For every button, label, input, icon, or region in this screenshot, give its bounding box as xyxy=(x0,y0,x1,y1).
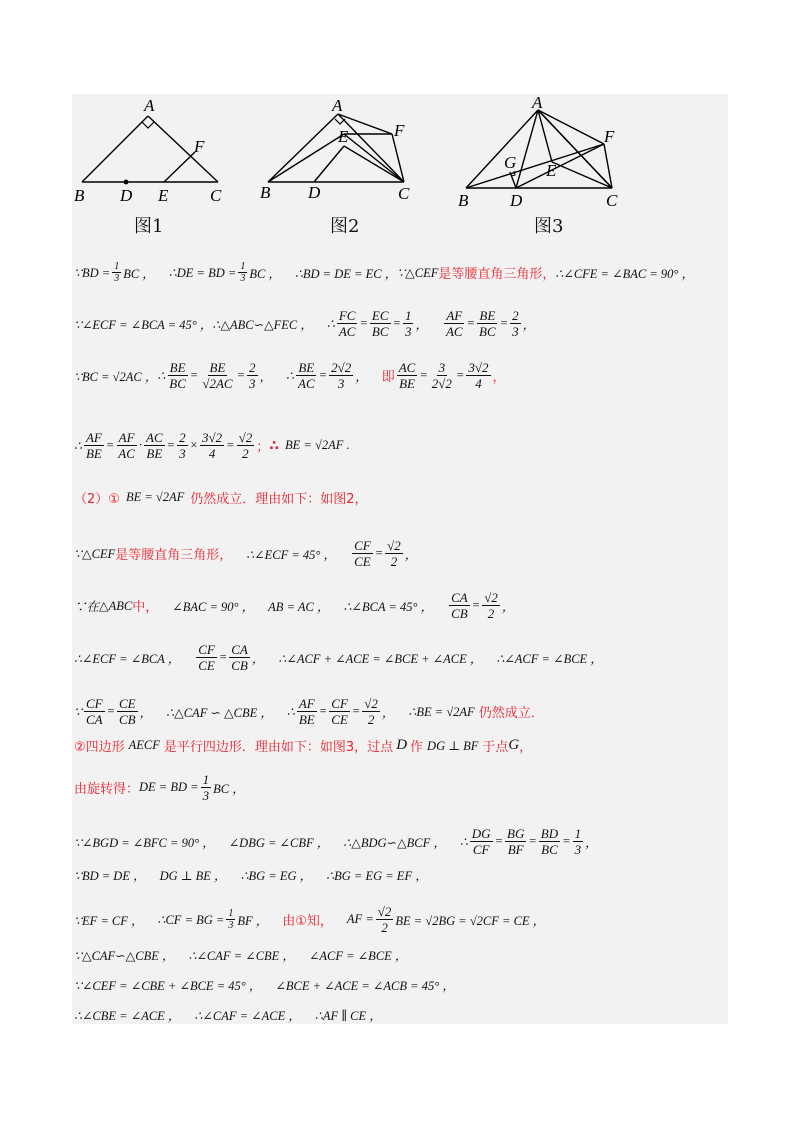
solution-line-16 xyxy=(74,976,455,994)
figure-1 xyxy=(74,94,234,211)
fraction: $\frac{CE}{CB}$ xyxy=(119,696,136,727)
red-text: 于点 xyxy=(482,740,509,755)
text: ∠DBG = ∠CBF ， xyxy=(228,835,330,850)
text: ∵△CAF∽△CBE ， xyxy=(74,949,175,963)
text: ∵EF = CF ， xyxy=(74,913,144,928)
text: ， xyxy=(381,705,395,720)
fraction: $\frac{√2}{2}$ xyxy=(238,430,253,461)
text: ∴ xyxy=(74,438,82,453)
fraction: $\frac{3√2}{4}$ xyxy=(202,430,223,461)
solution-line-15 xyxy=(74,946,407,964)
solution-line-12 xyxy=(74,826,598,857)
red-text: ； xyxy=(256,440,270,455)
fraction: $\frac{√2}{2}$ xyxy=(364,696,378,727)
text: ∵BC = √2AC ， xyxy=(74,369,158,384)
text: = xyxy=(499,316,509,330)
text: · xyxy=(138,438,143,452)
text: ， xyxy=(259,369,273,384)
fraction: $\frac{1}{3}$ xyxy=(228,908,234,931)
fraction: $\frac{√2}{2}$ xyxy=(377,904,392,935)
fig3-label-F: F xyxy=(604,127,615,146)
text: = xyxy=(318,368,328,382)
fig2-label-A: A xyxy=(332,96,343,115)
text: BC ， xyxy=(123,266,155,281)
text: ∵在 xyxy=(74,599,100,614)
text: ∵△CEF xyxy=(397,265,439,280)
text: ∴△ABC∽△FEC ， xyxy=(212,317,313,332)
text: BE = √2AF xyxy=(125,490,185,504)
fraction: $\frac{CF}{CA}$ xyxy=(85,696,103,727)
solution-line-8: ∴∠ECF = ∠BCA ， $\frac{CF}{CE}$ = $\frac{CA}{CB}$ ， ∴∠ACF + ∠ACE = ∠BCE + ∠ACE ， ∴∠ACF = ∠BCE ， xyxy=(74,642,603,673)
text: ， xyxy=(585,835,598,850)
fraction: $\frac{CA}{CB}$ xyxy=(231,642,248,673)
text: ， xyxy=(501,599,515,614)
fraction: $\frac{FC}{AC}$ xyxy=(338,308,356,339)
text: ∴DE = BD = xyxy=(168,265,237,280)
red-text: 仍然成立． xyxy=(478,706,544,721)
fig2-label-E: E xyxy=(338,127,349,146)
text: ∵△CEF xyxy=(74,546,116,561)
figure-2-caption: 图2 xyxy=(330,216,360,237)
text: AF = xyxy=(346,912,374,926)
text: = xyxy=(105,438,115,452)
text: ∴ xyxy=(286,368,294,383)
text: ∴ xyxy=(286,704,295,719)
text: ∵∠ECF = ∠BCA = 45° ， xyxy=(74,317,213,332)
solution-line-6: ∵△CEF 是等腰直角三角形， ∴∠ECF = 45° ， $\frac{CF}{CE}$ = $\frac{√2}{2}$ ， xyxy=(74,538,418,569)
fraction: $\frac{AF}{AC}$ xyxy=(118,430,135,461)
text: ， xyxy=(522,317,536,332)
text: = xyxy=(106,704,116,718)
text: ∴∠CAF = ∠ACE ， xyxy=(194,1009,301,1023)
fig1-label-C: C xyxy=(210,186,222,205)
red-text: （2）① xyxy=(74,492,120,507)
fraction: $\frac{BE}{BC}$ xyxy=(479,308,496,339)
fraction: $\frac{1}{3}$ xyxy=(114,261,120,284)
text: ∴∠ECF = ∠BCA ， xyxy=(74,651,181,666)
text: × xyxy=(189,438,199,452)
text: DG ⊥ BF xyxy=(427,738,479,753)
text: ∴AF ∥ CE ， xyxy=(314,1009,382,1023)
text: = xyxy=(562,834,571,848)
text: ∴∠ECF = 45° ， xyxy=(246,547,337,562)
text: ∴∠CAF = ∠CBE ， xyxy=(188,949,295,963)
text: ∠ACF = ∠BCE ， xyxy=(308,949,408,963)
fraction: $\frac{DG}{CF}$ xyxy=(471,826,491,857)
fig3-label-D: D xyxy=(510,191,523,206)
solution-line-10 xyxy=(74,736,532,755)
fraction: $\frac{CA}{CB}$ xyxy=(451,590,468,621)
fig3-label-E: E xyxy=(546,161,557,180)
red-text: 是等腰直角三角形， xyxy=(115,548,233,563)
text: BC ， xyxy=(249,266,281,281)
text: DG ⊥ BE ， xyxy=(159,869,227,883)
text: = xyxy=(494,834,504,848)
text: ∴BD = DE = EC ， xyxy=(294,266,398,281)
fig3-label-A: A xyxy=(532,94,543,112)
text: ∵∠BGD = ∠BFC = 90° ， xyxy=(74,835,215,850)
text: D xyxy=(396,737,408,753)
figure-3 xyxy=(458,94,628,211)
fraction: $\frac{1}{3}$ xyxy=(240,261,246,284)
text: ， xyxy=(139,705,153,720)
fraction: $\frac{AF}{AC}$ xyxy=(445,308,463,339)
fraction: $\frac{BG}{BF}$ xyxy=(507,826,525,857)
solution-line-5 xyxy=(74,488,368,507)
solution-line-4 xyxy=(74,430,350,461)
red-text: 由①知， xyxy=(282,914,333,929)
solution-line-11 xyxy=(74,772,245,803)
text: = xyxy=(226,438,235,452)
solution-line-17 xyxy=(74,1006,382,1024)
figure-3-caption: 图3 xyxy=(534,216,564,237)
red-text: ∴ xyxy=(269,437,280,454)
text: = xyxy=(466,316,476,330)
text: = xyxy=(318,704,328,718)
text: ∴∠ACF = ∠BCE ， xyxy=(496,651,603,666)
fig2-label-D: D xyxy=(308,183,321,202)
text: = xyxy=(236,368,246,382)
text: ∠BCE + ∠ACE = ∠ACB = 45° ， xyxy=(275,979,455,993)
text: ， xyxy=(404,547,418,562)
solution-line-1 xyxy=(74,261,694,284)
text: ∵ xyxy=(74,704,82,719)
text: ∴CF = BG = xyxy=(157,912,225,927)
text: ∴ xyxy=(459,834,468,849)
fraction: $\frac{√2}{2}$ xyxy=(387,538,401,569)
text: ∴BG = EG ， xyxy=(240,869,313,883)
text: = xyxy=(528,834,537,848)
fig1-label-B: B xyxy=(74,186,85,205)
text: ∵∠CEF = ∠CBE + ∠BCE = 45° ， xyxy=(74,979,262,993)
fig3-label-G: G xyxy=(504,153,517,172)
solution-line-14 xyxy=(74,904,545,935)
text: = xyxy=(351,704,361,718)
text: ∴BG = EG = EF ， xyxy=(326,869,428,883)
text: ∴ xyxy=(326,316,335,331)
text: ∵BD = xyxy=(74,265,111,280)
fraction: $\frac{AC}{BE}$ xyxy=(398,360,416,391)
text: DE = BD = xyxy=(139,780,199,794)
fraction: $\frac{CF}{CE}$ xyxy=(331,696,348,727)
solution-line-3 xyxy=(74,360,506,391)
fraction: $\frac{1}{3}$ xyxy=(404,308,412,339)
fraction: $\frac{3√2}{4}$ xyxy=(468,360,489,391)
fig1-label-D: D xyxy=(120,186,133,205)
red-text: 是等腰直角三角形， xyxy=(438,267,556,282)
text: = xyxy=(419,368,428,382)
figure-1-caption: 图1 xyxy=(134,216,164,237)
text: AB = AC ， xyxy=(268,599,330,614)
fig3-label-C: C xyxy=(606,191,618,206)
red-text: ， xyxy=(519,740,533,755)
red-text: 仍然成立．理由如下：如图2， xyxy=(190,492,368,507)
red-text: ②四边形 xyxy=(74,740,125,755)
red-text: 作 xyxy=(410,740,424,755)
red-text: 由旋转得： xyxy=(74,782,140,797)
fig1-label-E: E xyxy=(158,186,169,205)
text: ∴∠BCA = 45° ， xyxy=(343,599,434,614)
solution-line-7: ∵在 △ABC 中， ∠BAC = 90° ， AB = AC ， ∴∠BCA = 45° ， $\frac{CA}{CB}$ = $\frac{√2}{2}$ ， xyxy=(74,590,515,621)
text: ∴∠ACF + ∠ACE = ∠BCE + ∠ACE ， xyxy=(278,651,483,666)
fraction: $\frac{BE}{√2AC}$ xyxy=(202,360,233,391)
text: ∠BAC = 90° ， xyxy=(172,599,255,614)
fraction: $\frac{EC}{BC}$ xyxy=(371,308,389,339)
red-text: ， xyxy=(492,370,506,385)
text: ∵BD = DE ， xyxy=(74,869,146,883)
text: G xyxy=(508,737,520,753)
fig1-label-F: F xyxy=(194,137,205,156)
red-text: 中， xyxy=(132,600,159,615)
fig3-label-B: B xyxy=(458,191,469,206)
fig2-label-C: C xyxy=(398,184,410,203)
text: ∴△CAF ∽ △CBE ， xyxy=(166,705,273,720)
fig1-label-A: A xyxy=(144,96,155,115)
text: ∴ xyxy=(157,368,166,383)
fraction: $\frac{1}{3}$ xyxy=(202,772,210,803)
text: AECF xyxy=(128,738,160,752)
fraction: $\frac{AF}{BE}$ xyxy=(85,430,102,461)
text: BE = √2AF . xyxy=(285,438,350,452)
text: = xyxy=(455,368,465,382)
fig2-label-F: F xyxy=(394,121,405,140)
fraction: $\frac{1}{3}$ xyxy=(574,826,582,857)
fraction: $\frac{BE}{AC}$ xyxy=(298,360,315,391)
figure-2 xyxy=(260,94,420,211)
fraction: $\frac{AF}{BE}$ xyxy=(298,696,315,727)
fraction: $\frac{BE}{BC}$ xyxy=(169,360,186,391)
fraction: $\frac{3}{2√2}$ xyxy=(431,360,452,391)
text: BE = √2BG = √2CF = CE ， xyxy=(395,913,546,928)
solution-line-9 xyxy=(74,696,544,727)
text: ∴△BDG∽△BCF ， xyxy=(343,835,446,850)
fraction: $\frac{CF}{CE}$ xyxy=(354,538,371,569)
fraction: $\frac{2}{3}$ xyxy=(179,430,186,461)
red-text: 是平行四边形．理由如下：如图3，过点 xyxy=(163,740,394,755)
text: = xyxy=(166,438,176,452)
fraction: $\frac{√2}{2}$ xyxy=(484,590,498,621)
text: BC ， xyxy=(213,781,245,796)
text: ∴BE = √2AF xyxy=(408,704,475,719)
fraction: $\frac{CF}{CE}$ xyxy=(198,642,215,673)
text: = xyxy=(189,368,199,382)
text: ∴∠CBE = ∠ACE ， xyxy=(74,1009,181,1023)
solution-line-2 xyxy=(74,308,535,339)
solution-line-13 xyxy=(74,866,428,884)
fraction: $\frac{AC}{BE}$ xyxy=(146,430,163,461)
fraction: $\frac{BD}{BC}$ xyxy=(540,826,559,857)
fraction: $\frac{2√2}{3}$ xyxy=(331,360,352,391)
fraction: $\frac{2}{3}$ xyxy=(512,308,519,339)
fraction: $\frac{2}{3}$ xyxy=(249,360,256,391)
text: = xyxy=(392,316,401,330)
text: BF ， xyxy=(237,913,269,928)
text: ， xyxy=(415,317,428,332)
red-text: 即 xyxy=(381,370,395,385)
fig2-label-B: B xyxy=(260,183,271,202)
text: ， xyxy=(355,369,368,384)
text: ， xyxy=(251,651,265,666)
text: △ABC xyxy=(99,598,133,613)
text: = xyxy=(359,316,368,330)
text: ∴∠CFE = ∠BAC = 90° ， xyxy=(555,266,695,281)
